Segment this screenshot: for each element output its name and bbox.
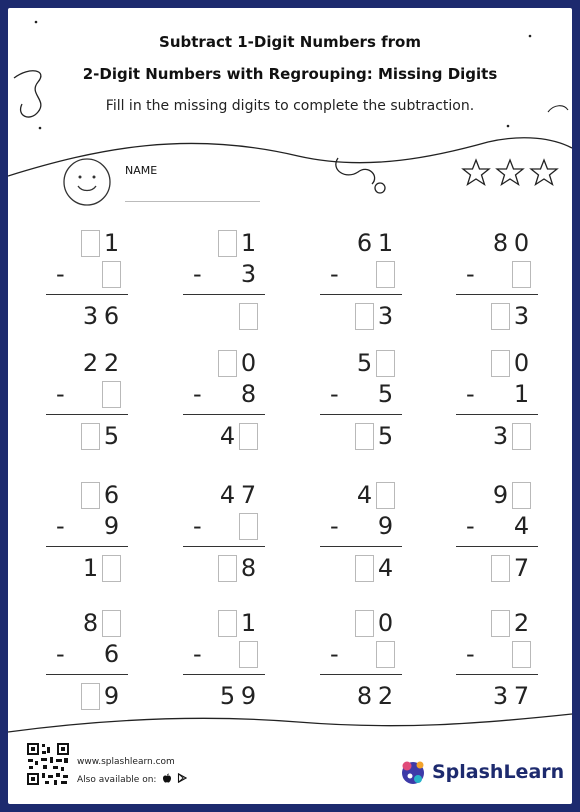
digit: 1 bbox=[82, 554, 99, 582]
digit: 9 bbox=[377, 512, 394, 540]
minus-sign: - bbox=[56, 260, 65, 288]
digit: 1 bbox=[513, 380, 530, 408]
minus-sign: - bbox=[330, 640, 339, 668]
apple-icon[interactable] bbox=[162, 773, 172, 783]
digit: 7 bbox=[513, 682, 530, 710]
qr-code-icon[interactable] bbox=[26, 742, 70, 786]
worksheet bbox=[8, 8, 572, 804]
digit: 2 bbox=[513, 609, 530, 637]
minus-sign: - bbox=[466, 260, 475, 288]
digit: 0 bbox=[513, 349, 530, 377]
minus-sign: - bbox=[193, 512, 202, 540]
digit: 5 bbox=[377, 380, 394, 408]
digit: 1 bbox=[377, 229, 394, 257]
footer-decoration bbox=[8, 8, 572, 804]
digit: 9 bbox=[240, 682, 257, 710]
digit: 1 bbox=[103, 229, 120, 257]
splashlearn-logo-icon bbox=[398, 757, 428, 787]
digit: 9 bbox=[492, 481, 509, 509]
digit: 5 bbox=[219, 682, 236, 710]
digit: 4 bbox=[219, 422, 236, 450]
minus-sign: - bbox=[466, 512, 475, 540]
name-label: NAME bbox=[125, 164, 158, 177]
minus-sign: - bbox=[466, 640, 475, 668]
digit: 4 bbox=[219, 481, 236, 509]
title-line-1: Subtract 1-Digit Numbers from bbox=[159, 33, 421, 51]
minus-sign: - bbox=[193, 260, 202, 288]
digit: 9 bbox=[103, 682, 120, 710]
minus-sign: - bbox=[56, 380, 65, 408]
digit: 2 bbox=[103, 349, 120, 377]
digit: 6 bbox=[103, 302, 120, 330]
brand-name: SplashLearn bbox=[432, 761, 565, 783]
digit: 8 bbox=[356, 682, 373, 710]
digit: 3 bbox=[82, 302, 99, 330]
minus-sign: - bbox=[193, 380, 202, 408]
digit: 7 bbox=[240, 481, 257, 509]
minus-sign: - bbox=[330, 380, 339, 408]
digit: 4 bbox=[356, 481, 373, 509]
title-line-2: 2-Digit Numbers with Regrouping: Missing Digits bbox=[82, 65, 498, 83]
minus-sign: - bbox=[56, 512, 65, 540]
digit: 6 bbox=[103, 640, 120, 668]
digit: 8 bbox=[240, 380, 257, 408]
digit: 2 bbox=[82, 349, 99, 377]
digit: 4 bbox=[377, 554, 394, 582]
digit: 1 bbox=[240, 609, 257, 637]
instructions: Fill in the missing digits to complete the subtraction. bbox=[105, 98, 475, 114]
available-on-label bbox=[77, 773, 187, 785]
digit: 3 bbox=[513, 302, 530, 330]
digit: 4 bbox=[513, 512, 530, 540]
minus-sign: - bbox=[330, 512, 339, 540]
digit: 0 bbox=[513, 229, 530, 257]
digit: 5 bbox=[103, 422, 120, 450]
digit: 3 bbox=[377, 302, 394, 330]
minus-sign: - bbox=[56, 640, 65, 668]
digit: 5 bbox=[356, 349, 373, 377]
digit: 9 bbox=[103, 512, 120, 540]
available-on-text: Also available on: bbox=[77, 775, 157, 785]
digit: 3 bbox=[492, 422, 509, 450]
minus-sign: - bbox=[193, 640, 202, 668]
digit: 0 bbox=[240, 349, 257, 377]
digit: 3 bbox=[492, 682, 509, 710]
digit: 8 bbox=[240, 554, 257, 582]
digit: 8 bbox=[492, 229, 509, 257]
digit: 6 bbox=[356, 229, 373, 257]
digit: 0 bbox=[377, 609, 394, 637]
minus-sign: - bbox=[330, 260, 339, 288]
digit: 2 bbox=[377, 682, 394, 710]
digit: 8 bbox=[82, 609, 99, 637]
digit: 6 bbox=[103, 481, 120, 509]
play-store-icon[interactable] bbox=[177, 773, 187, 783]
website-link[interactable]: www.splashlearn.com bbox=[77, 757, 175, 767]
digit: 7 bbox=[513, 554, 530, 582]
digit: 1 bbox=[240, 229, 257, 257]
digit: 3 bbox=[240, 260, 257, 288]
minus-sign: - bbox=[466, 380, 475, 408]
digit: 5 bbox=[377, 422, 394, 450]
